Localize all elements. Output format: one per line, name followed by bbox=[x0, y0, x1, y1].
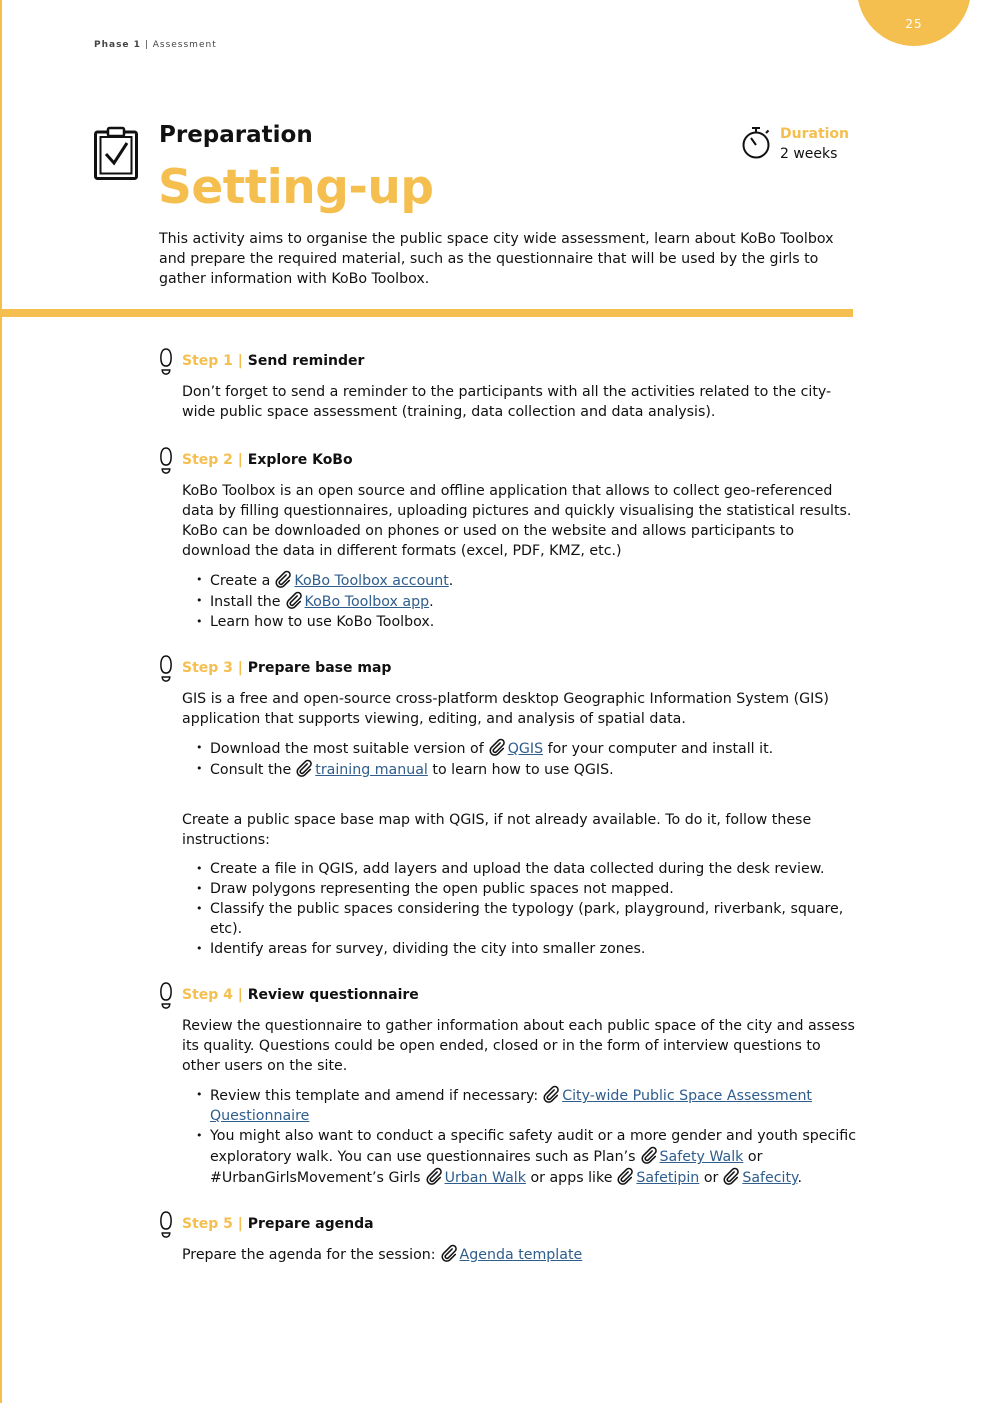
breadcrumb bbox=[94, 40, 217, 50]
urban-walk-link[interactable]: Urban Walk bbox=[444, 1170, 526, 1186]
step-title: Explore KoBo bbox=[247, 452, 353, 468]
breadcrumb-section: Assessment bbox=[152, 40, 217, 50]
list-item-text: or apps like bbox=[530, 1170, 613, 1186]
section-kicker: Preparation bbox=[159, 122, 313, 148]
step-number: Step 4 | bbox=[182, 987, 243, 1003]
step-1-heading bbox=[158, 353, 858, 375]
step-number: Step 3 | bbox=[182, 660, 243, 676]
kobo-app-link[interactable]: KoBo Toolbox app bbox=[304, 594, 430, 610]
footprint-icon bbox=[158, 981, 174, 1013]
list-item-text: . bbox=[797, 1170, 802, 1186]
training-manual-link[interactable]: training manual bbox=[315, 762, 428, 778]
step-title: Review questionnaire bbox=[247, 987, 419, 1003]
stopwatch-icon bbox=[740, 126, 772, 160]
paperclip-icon bbox=[285, 591, 303, 609]
list-item: • Draw polygons representing the open public spaces not mapped. bbox=[182, 879, 858, 899]
step-3-list bbox=[182, 738, 858, 780]
intro-paragraph: This activity aims to organise the public space city wide assessment, learn about KoBo Toolbox and prepare the required material, such as the questionnaire that will be used by the girls to gather information with KoBo Toolbox. bbox=[159, 231, 834, 287]
step-title: Send reminder bbox=[247, 353, 365, 369]
list-item-text: Consult the bbox=[210, 762, 292, 778]
list-item-text: or #UrbanGirlsMovement’s Girls bbox=[210, 1149, 763, 1186]
paperclip-icon bbox=[616, 1167, 634, 1185]
page-number: 25 bbox=[905, 17, 923, 31]
safecity-link[interactable]: Safecity bbox=[742, 1170, 798, 1186]
list-item: • Identify areas for survey, dividing the city into smaller zones. bbox=[182, 939, 858, 959]
step-3-heading bbox=[158, 660, 858, 682]
page-title: Setting-up bbox=[158, 160, 434, 215]
step-3 bbox=[158, 660, 858, 959]
footprint-icon bbox=[158, 1210, 174, 1242]
clipboard-check-icon bbox=[94, 126, 138, 180]
step-5-text bbox=[182, 1244, 858, 1265]
paperclip-icon bbox=[722, 1167, 740, 1185]
paperclip-icon bbox=[542, 1085, 560, 1103]
paperclip-icon bbox=[640, 1146, 658, 1164]
footprint-icon bbox=[158, 347, 174, 379]
step-5-text-prefix: Prepare the agenda for the session: bbox=[182, 1247, 436, 1263]
list-item-text: . bbox=[429, 594, 434, 610]
list-item-text: Download the most suitable version of bbox=[210, 741, 484, 757]
step-4-list bbox=[182, 1085, 858, 1188]
list-item bbox=[182, 1085, 858, 1126]
step-3-text: GIS is a free and open-source cross-platform desktop Geographic Information System (GIS) application that supports viewing, editing, and analysis of spatial data. bbox=[182, 691, 829, 727]
step-1 bbox=[158, 353, 858, 422]
list-item bbox=[182, 1126, 858, 1188]
agenda-template-link[interactable]: Agenda template bbox=[459, 1247, 583, 1263]
safety-walk-link[interactable]: Safety Walk bbox=[659, 1149, 744, 1165]
list-item-text: to learn how to use QGIS. bbox=[432, 762, 614, 778]
list-item: • Learn how to use KoBo Toolbox. bbox=[182, 612, 858, 632]
list-item-text: or bbox=[703, 1170, 719, 1186]
step-2 bbox=[158, 452, 858, 632]
step-title: Prepare base map bbox=[247, 660, 392, 676]
list-item bbox=[182, 738, 858, 759]
list-item: • Classify the public spaces considering the typology (park, playground, riverbank, square, etc). bbox=[182, 899, 858, 939]
list-item-text: for your computer and install it. bbox=[547, 741, 774, 757]
paperclip-icon bbox=[488, 738, 506, 756]
step-3-instructions-list bbox=[182, 859, 858, 959]
step-4-heading bbox=[158, 987, 858, 1009]
left-accent-rule bbox=[0, 0, 2, 1403]
paperclip-icon bbox=[425, 1167, 443, 1185]
list-item bbox=[182, 591, 858, 612]
step-3-text-2: Create a public space base map with QGIS, if not already available. To do it, follow these instructions: bbox=[182, 812, 812, 848]
list-item: • Create a file in QGIS, add layers and upload the data collected during the desk review. bbox=[182, 859, 858, 879]
step-number: Step 1 | bbox=[182, 353, 243, 369]
list-item-text: You might also want to conduct a specific safety audit or a more gender and youth specific exploratory walk. You can use questionnaires such as Plan’s bbox=[210, 1128, 857, 1165]
footprint-icon bbox=[158, 654, 174, 686]
kobo-account-link[interactable]: KoBo Toolbox account bbox=[294, 573, 449, 589]
breadcrumb-phase: Phase 1 bbox=[94, 40, 141, 50]
list-item-text: . bbox=[448, 573, 454, 589]
step-5 bbox=[158, 1216, 858, 1265]
questionnaire-link[interactable]: City-wide Public Space Assessment Questionnaire bbox=[210, 1088, 812, 1124]
list-item-text: Review this template and amend if necessary: bbox=[210, 1088, 539, 1104]
step-2-heading bbox=[158, 452, 858, 474]
list-item bbox=[182, 759, 858, 780]
duration-value: 2 weeks bbox=[780, 146, 838, 162]
step-1-text: Don’t forget to send a reminder to the participants with all the activities related to the city-wide public space assessment (training, data collection and data analysis). bbox=[182, 384, 832, 420]
footprint-icon bbox=[158, 446, 174, 478]
step-number: Step 2 | bbox=[182, 452, 243, 468]
safetipin-link[interactable]: Safetipin bbox=[636, 1170, 700, 1186]
breadcrumb-separator: | bbox=[144, 40, 149, 50]
step-4 bbox=[158, 987, 858, 1188]
list-item-text: Create a bbox=[210, 573, 271, 589]
list-item-text: Install the bbox=[210, 594, 281, 610]
section-divider bbox=[0, 309, 853, 317]
qgis-link[interactable]: QGIS bbox=[507, 741, 544, 757]
paperclip-icon bbox=[440, 1244, 458, 1262]
step-2-text: KoBo Toolbox is an open source and offline application that allows to collect geo-referenced data by filling questionnaires, uploading pictures and quickly visualising the statistical results. KoBo can be downloaded on phones or used on the website and allows participants to download the data in different formats (excel, PDF, KMZ, etc.) bbox=[182, 483, 852, 559]
duration-label: Duration bbox=[780, 126, 850, 142]
paperclip-icon bbox=[295, 759, 313, 777]
step-number: Step 5 | bbox=[182, 1216, 243, 1232]
step-title: Prepare agenda bbox=[247, 1216, 374, 1232]
step-2-list bbox=[182, 570, 858, 632]
list-item bbox=[182, 570, 858, 591]
paperclip-icon bbox=[274, 570, 292, 588]
step-5-heading bbox=[158, 1216, 858, 1238]
step-4-text: Review the questionnaire to gather information about each public space of the city and assess its quality. Questions could be open ended, closed or in the form of interview questions to other users on the site. bbox=[182, 1018, 855, 1074]
